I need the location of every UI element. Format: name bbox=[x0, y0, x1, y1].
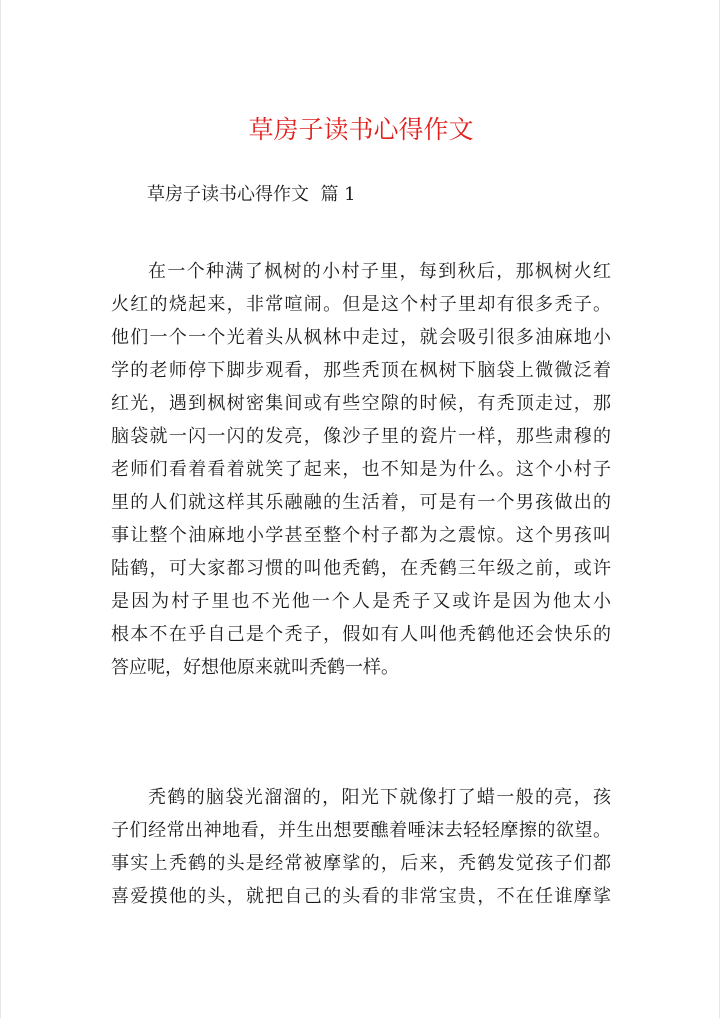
paragraph-line: 喜爱摸他的头，就把自己的头看的非常宝贵，不在任谁摩挲 bbox=[111, 886, 611, 907]
document-title: 草房子读书心得作文 bbox=[248, 115, 474, 144]
paragraph-line: 火红的烧起来，非常喧闹。但是这个村子里却有很多秃子。 bbox=[111, 294, 611, 315]
paragraph-line: 事让整个油麻地小学甚至整个村子都为之震惊。这个男孩叫 bbox=[111, 525, 611, 546]
paragraph-line: 脑袋就一闪一闪的发亮，像沙子里的瓷片一样，那些肃穆的 bbox=[111, 426, 611, 447]
paragraph-line: 陆鹤，可大家都习惯的叫他秃鹤，在秃鹤三年级之前，或许 bbox=[111, 558, 611, 579]
paragraph-line: 答应呢，好想他原来就叫秃鹤一样。 bbox=[111, 657, 399, 678]
paragraph-line: 老师们看着看着就笑了起来，也不知是为什么。这个小村子 bbox=[111, 459, 611, 480]
section-heading: 草房子读书心得作文 篇 1 bbox=[147, 184, 356, 205]
paragraph-line: 根本不在乎自己是个秃子，假如有人叫他秃鹤他还会快乐的 bbox=[111, 624, 611, 645]
paragraph-line: 他们一个一个光着头从枫林中走过，就会吸引很多油麻地小 bbox=[111, 327, 611, 348]
paragraph-1 bbox=[111, 255, 611, 684]
paragraph-line: 是因为村子里也不光他一个人是秃子又或许是因为他太小 bbox=[111, 591, 611, 612]
paragraph-line: 红光，遇到枫树密集间或有些空隙的时候，有秃顶走过，那 bbox=[111, 393, 611, 414]
paragraph-line: 秃鹤的脑袋光溜溜的，阳光下就像打了蜡一般的亮，孩 bbox=[148, 787, 611, 808]
paragraph-line: 学的老师停下脚步观看，那些秃顶在枫树下脑袋上微微泛着 bbox=[111, 360, 611, 381]
paragraph-line: 事实上秃鹤的头是经常被摩挲的，后来，秃鹤发觉孩子们都 bbox=[111, 853, 611, 874]
paragraph-line: 里的人们就这样其乐融融的生活着，可是有一个男孩做出的 bbox=[111, 492, 611, 513]
paragraph-2 bbox=[111, 781, 611, 913]
paragraph-line: 子们经常出神地看，并生出想要醮着唾沫去轻轻摩擦的欲望。 bbox=[111, 820, 611, 841]
paragraph-line: 在一个种满了枫树的小村子里，每到秋后，那枫树火红 bbox=[148, 261, 611, 282]
